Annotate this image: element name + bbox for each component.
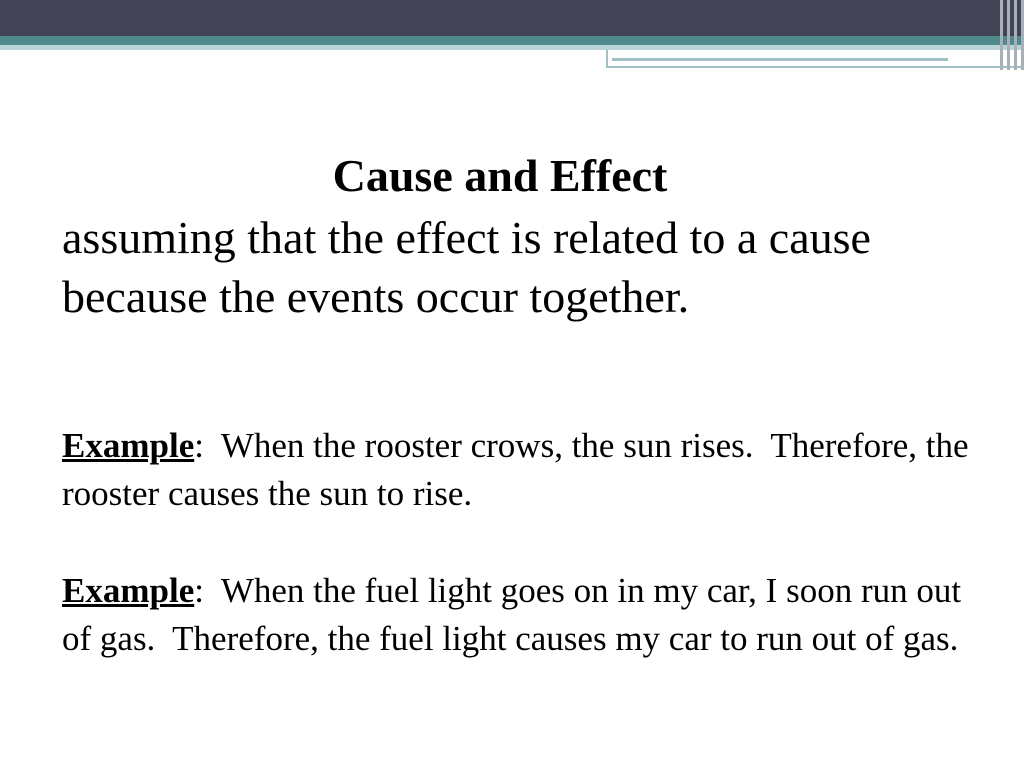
header-dark-bar — [0, 0, 1024, 36]
example-paragraph — [62, 567, 982, 663]
header-stripe — [1007, 0, 1010, 70]
slide-title: Cause and Effect — [332, 150, 668, 201]
example-text: When the fuel light goes on in my car, I soon run out of gas. Therefore, the fuel light causes my car to run out of gas. — [62, 571, 970, 658]
header-teal-bar — [0, 36, 1024, 45]
header-stripes — [994, 0, 1024, 70]
example-separator: : — [194, 571, 204, 610]
example-paragraph — [62, 422, 982, 518]
example-label: Example — [62, 571, 195, 610]
header-stripe — [1000, 0, 1003, 70]
example-text: When the rooster crows, the sun rises. Therefore, the rooster causes the sun to rise. — [62, 426, 978, 513]
example-separator: : — [194, 426, 204, 465]
header-step-line — [612, 58, 948, 61]
example-label: Example — [62, 426, 195, 465]
header-stripe — [1014, 0, 1017, 70]
definition-text: assuming that the effect is related to a cause because the events occur together. — [62, 212, 871, 322]
